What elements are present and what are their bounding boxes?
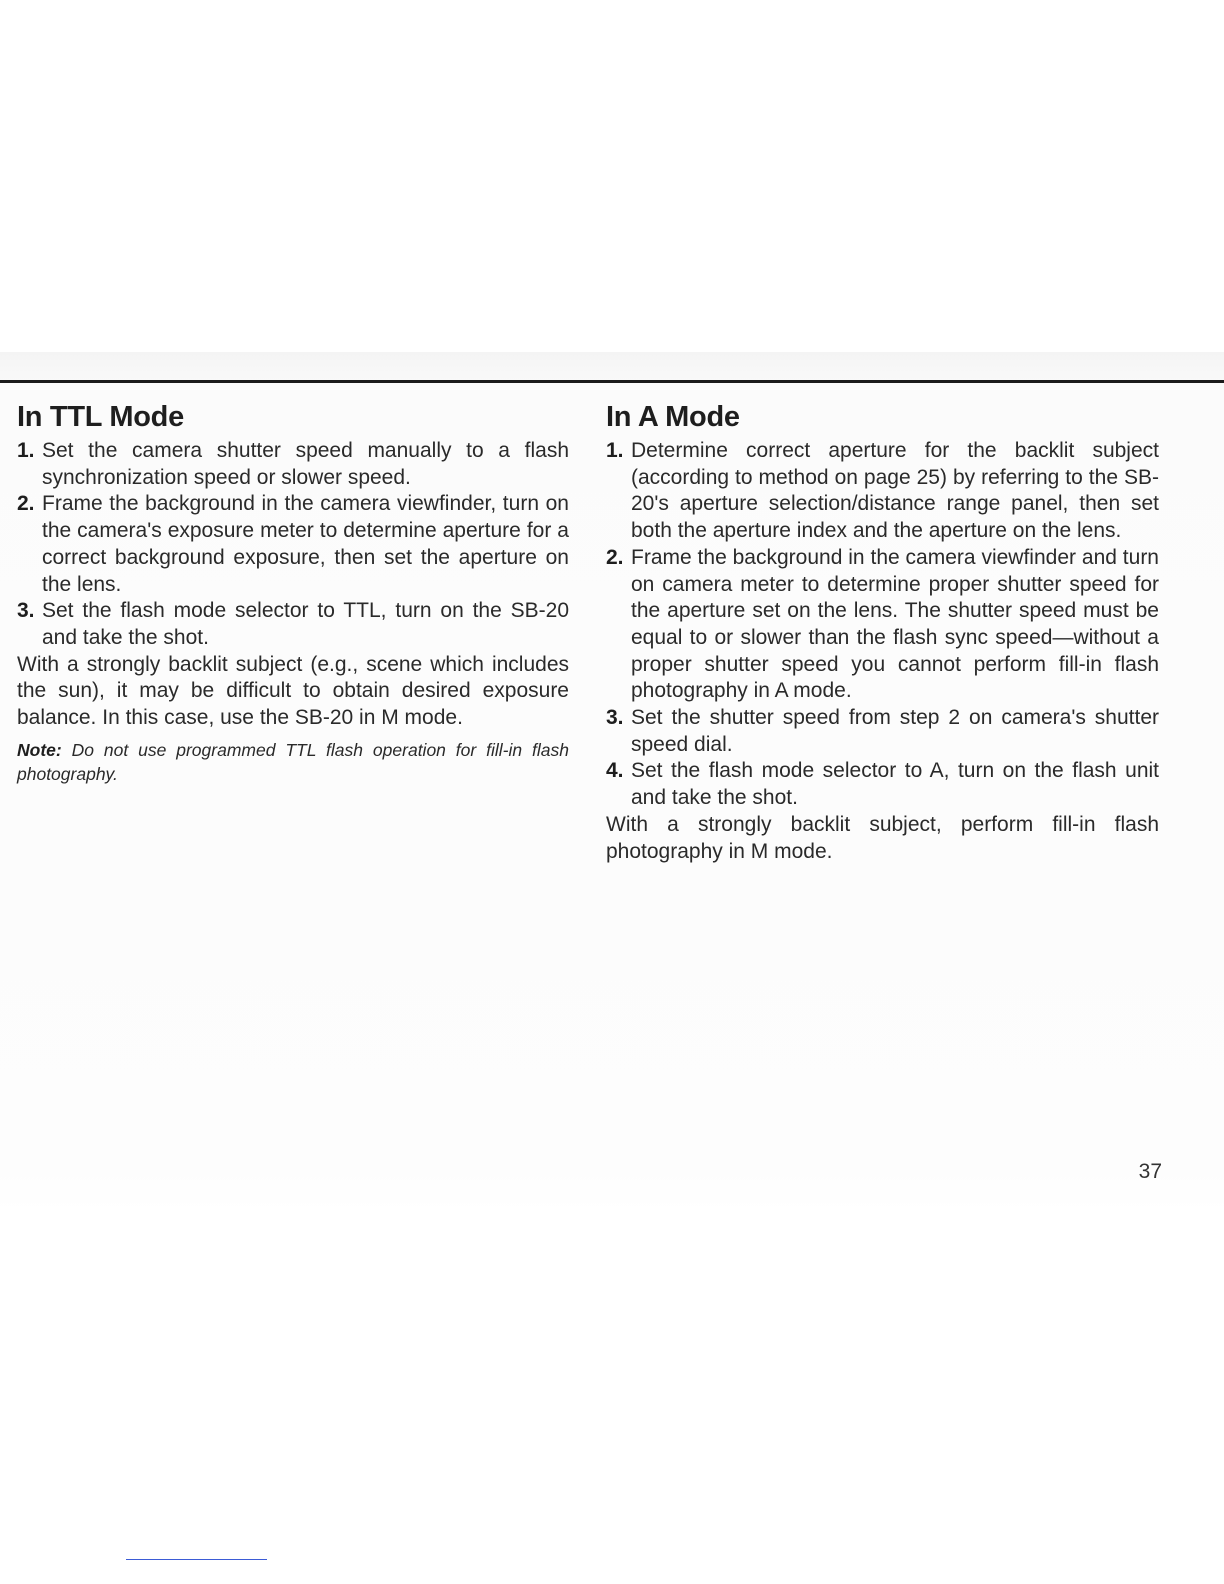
a-mode-step-2 <box>606 545 1159 705</box>
note-label: Note: <box>17 739 62 760</box>
step-number: 4. <box>606 759 624 783</box>
ttl-step-3 <box>17 598 569 651</box>
step-text: Determine correct aperture for the backlit subject (according to method on page 25) by referring to the SB-20's aperture selection/distance range panel, then set both the aperture index and the aperture on the lens. <box>631 439 1159 543</box>
step-number: 1. <box>17 439 35 462</box>
top-horizontal-rule <box>0 380 1224 383</box>
a-mode-backlit-paragraph: With a strongly backlit subject, perform fill-in flash photography in M mode. <box>606 812 1159 863</box>
ttl-step-1 <box>17 438 569 491</box>
ttl-steps-list <box>17 438 569 652</box>
step-text: Set the flash mode selector to A, turn on the flash unit and take the shot. <box>631 759 1159 810</box>
step-number: 1. <box>606 439 624 462</box>
section-title-a-mode: In A Mode <box>606 401 740 433</box>
note-text: Do not use programmed TTL flash operation for fill-in flash photography. <box>17 739 569 784</box>
a-mode-step-4 <box>606 758 1159 811</box>
page-number: 37 <box>1138 1160 1162 1183</box>
step-text: Frame the background in the camera viewfinder and turn on camera meter to determine proper shutter speed for the aperture set on the lens. The shutter speed must be equal to or slower than the flash sync speed—without a proper shutter speed you cannot perform fill-in flash photography in A mode. <box>631 545 1159 703</box>
ttl-note <box>17 738 569 786</box>
step-number: 2. <box>606 545 624 569</box>
section-title-ttl-mode: In TTL Mode <box>17 401 184 433</box>
left-column <box>17 400 569 786</box>
right-column <box>606 400 1159 865</box>
step-number: 3. <box>606 706 624 730</box>
step-text: Set the flash mode selector to TTL, turn on the SB-20 and take the shot. <box>42 599 569 649</box>
step-text: Set the shutter speed from step 2 on camera's shutter speed dial. <box>631 706 1159 756</box>
bottom-link-underline <box>126 1559 267 1560</box>
step-number: 3. <box>17 599 35 623</box>
ttl-step-2 <box>17 491 569 598</box>
step-number: 2. <box>17 492 35 516</box>
a-mode-step-3 <box>606 705 1159 758</box>
a-mode-steps-list <box>606 438 1159 812</box>
step-text: Frame the background in the camera viewfinder, turn on the camera's exposure meter to determine aperture for a correct background exposure, then set the aperture on the lens. <box>42 492 569 596</box>
step-text: Set the camera shutter speed manually to a flash synchronization speed or slower speed. <box>42 439 569 489</box>
a-mode-step-1 <box>606 438 1159 545</box>
ttl-backlit-paragraph: With a strongly backlit subject (e.g., scene which includes the sun), it may be difficult to obtain desired exposure balance. In this case, use the SB-20 in M mode. <box>17 652 569 730</box>
